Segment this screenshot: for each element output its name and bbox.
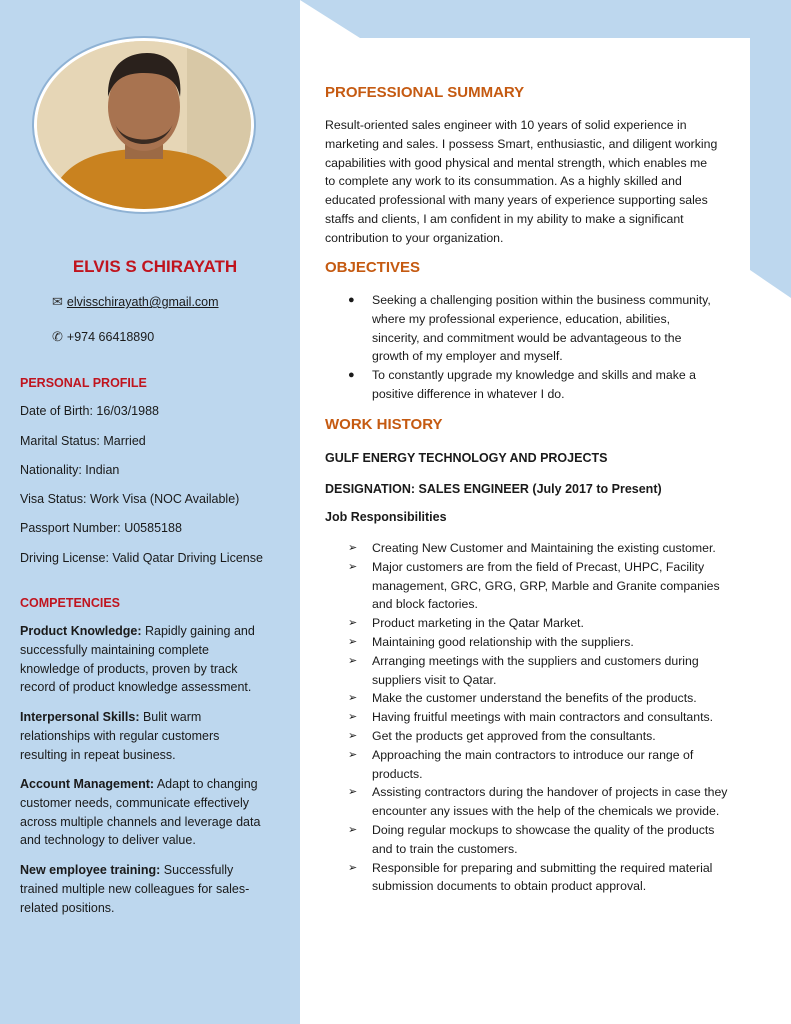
- arrow-bullet-icon: ➢: [348, 786, 358, 799]
- phone-number: +974 66418890: [66, 330, 155, 344]
- competency-new-employee-training: [20, 861, 270, 917]
- responsibility-item: [348, 539, 728, 558]
- profile-dob: Date of Birth: 16/03/1988: [20, 404, 159, 418]
- competency-title: Interpersonal Skills:: [20, 710, 140, 724]
- responsibility-text: Approaching the main contractors to introduce our range of products.: [372, 747, 694, 781]
- phone-contact: [52, 329, 154, 345]
- responsibilities-heading: Job Responsibilities: [325, 510, 447, 524]
- summary-heading: PROFESSIONAL SUMMARY: [325, 84, 525, 101]
- arrow-bullet-icon: ➢: [348, 861, 358, 874]
- responsibility-item: [348, 727, 728, 746]
- profile-nationality: Nationality: Indian: [20, 463, 120, 477]
- arrow-bullet-icon: ➢: [348, 617, 358, 630]
- envelope-icon: ✉: [52, 294, 63, 309]
- objective-text: To constantly upgrade my knowledge and skills and make a positive difference in whatever I do.: [372, 368, 696, 401]
- responsibilities-list: [348, 539, 728, 896]
- competency-text: Bulit warm relationships with regular customers resulting in repeat business.: [20, 710, 220, 762]
- arrow-bullet-icon: ➢: [348, 823, 358, 836]
- competency-title: New employee training:: [20, 863, 161, 877]
- responsibility-item: [348, 859, 728, 897]
- profile-visa-status: Visa Status: Work Visa (NOC Available): [20, 492, 240, 506]
- responsibility-text: Assisting contractors during the handover of projects in case they encounter any issues with the help of the chemicals we provide.: [372, 785, 728, 819]
- person-photo-illustration: [37, 41, 251, 209]
- bullet-dot-icon: ●: [348, 294, 355, 306]
- arrow-bullet-icon: ➢: [348, 711, 358, 724]
- responsibility-item: [348, 614, 728, 633]
- objectives-heading: OBJECTIVES: [325, 259, 421, 276]
- responsibility-text: Get the products get approved from the consultants.: [372, 728, 656, 743]
- competency-text: Adapt to changing customer needs, communicate effectively across multiple channels and leverage data and technology to deliver value.: [20, 777, 261, 848]
- objective-item: [348, 291, 720, 366]
- responsibility-item: [348, 746, 728, 784]
- competency-title: Product Knowledge:: [20, 624, 142, 638]
- arrow-bullet-icon: ➢: [348, 748, 358, 761]
- responsibility-text: Product marketing in the Qatar Market.: [372, 616, 584, 631]
- responsibility-text: Having fruitful meetings with main contractors and consultants.: [372, 710, 714, 725]
- profile-marital-status: Marital Status: Married: [20, 434, 146, 448]
- responsibility-item: [348, 821, 728, 859]
- responsibility-item: [348, 708, 728, 727]
- work-history-heading: WORK HISTORY: [325, 416, 443, 433]
- objective-text: Seeking a challenging position within the business community, where my professional experience, education, abilities, sincerity, and commitment would be advantageous to the growth of my employer and myself.: [372, 293, 711, 364]
- responsibility-text: Doing regular mockups to showcase the quality of the products and to train the customers.: [372, 822, 715, 856]
- email-link[interactable]: elvisschirayath@gmail.com: [66, 295, 219, 309]
- responsibility-item: [348, 783, 728, 821]
- profile-photo: [34, 38, 254, 212]
- responsibility-text: Make the customer understand the benefits of the products.: [372, 691, 697, 706]
- responsibility-item: [348, 689, 728, 708]
- competency-text: Successfully trained multiple new colleagues for sales-related positions.: [20, 863, 250, 915]
- responsibility-item: [348, 558, 728, 614]
- designation: DESIGNATION: SALES ENGINEER (July 2017 to Present): [325, 482, 662, 496]
- email-contact: [52, 294, 219, 310]
- competency-account-management: [20, 775, 270, 850]
- competency-text: Rapidly gaining and successfully maintaining complete knowledge of products, proven by track record of product knowledge assessment.: [20, 624, 255, 695]
- responsibility-text: Major customers are from the field of Precast, UHPC, Facility management, GRC, GRG, GRP, Marble and Granite companies and block factories.: [372, 559, 720, 612]
- bullet-dot-icon: ●: [348, 369, 355, 382]
- arrow-bullet-icon: ➢: [348, 692, 358, 705]
- arrow-bullet-icon: ➢: [348, 560, 358, 573]
- arrow-bullet-icon: ➢: [348, 542, 358, 554]
- personal-profile-heading: PERSONAL PROFILE: [20, 376, 147, 390]
- phone-icon: ✆: [52, 329, 63, 344]
- competency-product-knowledge: [20, 622, 270, 697]
- responsibility-item: [348, 652, 728, 690]
- responsibility-item: [348, 633, 728, 652]
- objectives-list: [348, 291, 720, 404]
- profile-driving-license: Driving License: Valid Qatar Driving License: [20, 551, 263, 565]
- responsibility-text: Creating New Customer and Maintaining the existing customer.: [372, 541, 716, 555]
- competencies-heading: COMPETENCIES: [20, 596, 121, 610]
- responsibility-text: Responsible for preparing and submitting the required material submission documents to obtain product approval.: [372, 860, 713, 894]
- competency-title: Account Management:: [20, 777, 155, 791]
- profile-passport: Passport Number: U0585188: [20, 521, 182, 535]
- summary-text: Result-oriented sales engineer with 10 years of solid experience in marketing and sales. I possess Smart, enthusiastic, and diligent working capabilities with good physical and mental strength, which enables me to complete any work to its consummation. As a highly skilled and educated professional with many years of experience supporting sales staffs and clients, I am confident in my ability to make a significant contribution to your organization.: [325, 118, 718, 245]
- arrow-bullet-icon: ➢: [348, 729, 358, 742]
- responsibility-text: Arranging meetings with the suppliers and customers during suppliers visit to Qatar.: [372, 653, 699, 687]
- candidate-name: ELVIS S CHIRAYATH: [72, 257, 238, 276]
- objective-item: [348, 366, 720, 404]
- competency-interpersonal-skills: [20, 708, 270, 764]
- arrow-bullet-icon: ➢: [348, 654, 358, 667]
- company-name: GULF ENERGY TECHNOLOGY AND PROJECTS: [325, 451, 608, 465]
- responsibility-text: Maintaining good relationship with the suppliers.: [372, 634, 634, 649]
- arrow-bullet-icon: ➢: [348, 635, 358, 648]
